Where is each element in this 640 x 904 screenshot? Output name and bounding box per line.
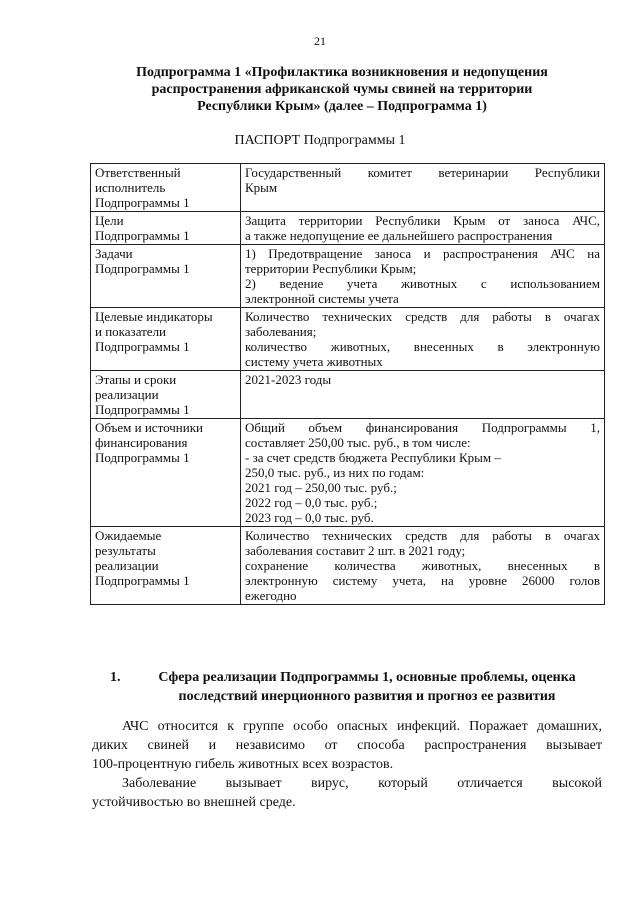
value-line: ежегодно [245,588,297,603]
row-label [91,212,241,245]
passport-table [90,163,605,605]
table-row [91,527,605,605]
row-value [241,527,605,605]
label-line: Подпрограммы 1 [95,339,190,354]
row-value [241,308,605,371]
paragraph-line: устойчивостью во внешней среде. [92,795,296,810]
row-value [241,371,605,419]
value-line: заболевания; [245,324,317,339]
label-line: Подпрограммы 1 [95,195,190,210]
value-line: 1) Предотвращение заноса и распространения АЧС на [245,246,600,261]
value-line: систему учета животных [245,354,383,369]
row-value [241,419,605,527]
value-line: а также недопущение ее дальнейшего распространения [245,228,553,243]
title-line: Республики Крым» (далее – Подпрограмма 1) [197,99,487,114]
label-line: Цели [95,213,124,228]
value-line: заболевания составит 2 шт. в 2021 году; [245,543,466,558]
value-line: Крым [245,180,278,195]
label-line: реализации [95,558,159,573]
section-title-line: последствий инерционного развития и прогноз ее развития [178,689,556,704]
label-line: исполнитель [95,180,166,195]
table-row [91,371,605,419]
title-line: распространения африканской чумы свиней на территории [151,82,533,97]
row-label [91,308,241,371]
label-line: Ответственный [95,165,181,180]
value-line: количество животных, внесенных в электронную [245,339,600,354]
section-heading [110,668,600,706]
value-line: Количество технических средств для работы в очагах [245,309,600,324]
paragraph-line: АЧС относится к группе особо опасных инфекций. Поражает домашних, [122,719,602,734]
label-line: Подпрограммы 1 [95,573,190,588]
label-line: Подпрограммы 1 [95,450,190,465]
value-line: - за счет средств бюджета Республики Крым – [245,450,501,465]
label-line: результаты [95,543,156,558]
value-line: 250,0 тыс. руб., из них по годам: [245,465,425,480]
label-line: Подпрограммы 1 [95,261,190,276]
paragraph-line: диких свиней и независимо от способа распространения вызывает [92,738,602,753]
value-line: электронную систему учета, на уровне 26000 голов [245,573,600,588]
row-value [241,164,605,212]
label-line: финансирования [95,435,188,450]
subprogram-title [92,64,592,115]
table-row [91,308,605,371]
value-line: 2021 год – 250,00 тыс. руб.; [245,480,397,495]
value-line: территории Республики Крым; [245,261,417,276]
value-line: Государственный комитет ветеринарии Республики [245,165,600,180]
value-line: 2023 год – 0,0 тыс. руб. [245,510,374,525]
row-value [241,245,605,308]
section-number: 1. [110,670,121,685]
label-line: Целевые индикаторы [95,309,213,324]
row-label [91,527,241,605]
table-row [91,164,605,212]
value-line: Защита территории Республики Крым от заноса АЧС, [245,213,600,228]
table-row [91,212,605,245]
passport-subtitle: ПАСПОРТ Подпрограммы 1 [234,133,406,148]
section-title [134,668,600,706]
label-line: Этапы и сроки [95,372,177,387]
value-line: сохранение количества животных, внесенных в [245,558,600,573]
row-label [91,371,241,419]
table-row [91,419,605,527]
value-line: электронной системы учета [245,291,399,306]
label-line: Задачи [95,246,133,261]
row-value [241,212,605,245]
label-line: Подпрограммы 1 [95,228,190,243]
body-paragraph [92,717,602,774]
value-line: Общий объем финансирования Подпрограммы 1, [245,420,600,435]
row-label [91,419,241,527]
table-row [91,245,605,308]
value-line: Количество технических средств для работы в очагах [245,528,600,543]
value-line: 2021-2023 годы [245,372,332,387]
row-label [91,245,241,308]
title-line: Подпрограмма 1 «Профилактика возникновения и недопущения [136,65,548,80]
paragraph-line: 100-процентную гибель животных всех возрастов. [92,757,394,772]
label-line: Объем и источники [95,420,203,435]
label-line: Подпрограммы 1 [95,402,190,417]
page-number: 21 [314,34,326,48]
value-line: 2022 год – 0,0 тыс. руб.; [245,495,378,510]
paragraph-line: Заболевание вызывает вирус, который отличается высокой [122,776,602,791]
value-line: 2) ведение учета животных с использованием [245,276,600,291]
section-title-line: Сфера реализации Подпрограммы 1, основные проблемы, оценка [158,670,576,685]
body-paragraph [92,774,602,812]
label-line: Ожидаемые [95,528,162,543]
label-line: и показатели [95,324,167,339]
row-label [91,164,241,212]
label-line: реализации [95,387,159,402]
value-line: составляет 250,00 тыс. руб., в том числе: [245,435,471,450]
